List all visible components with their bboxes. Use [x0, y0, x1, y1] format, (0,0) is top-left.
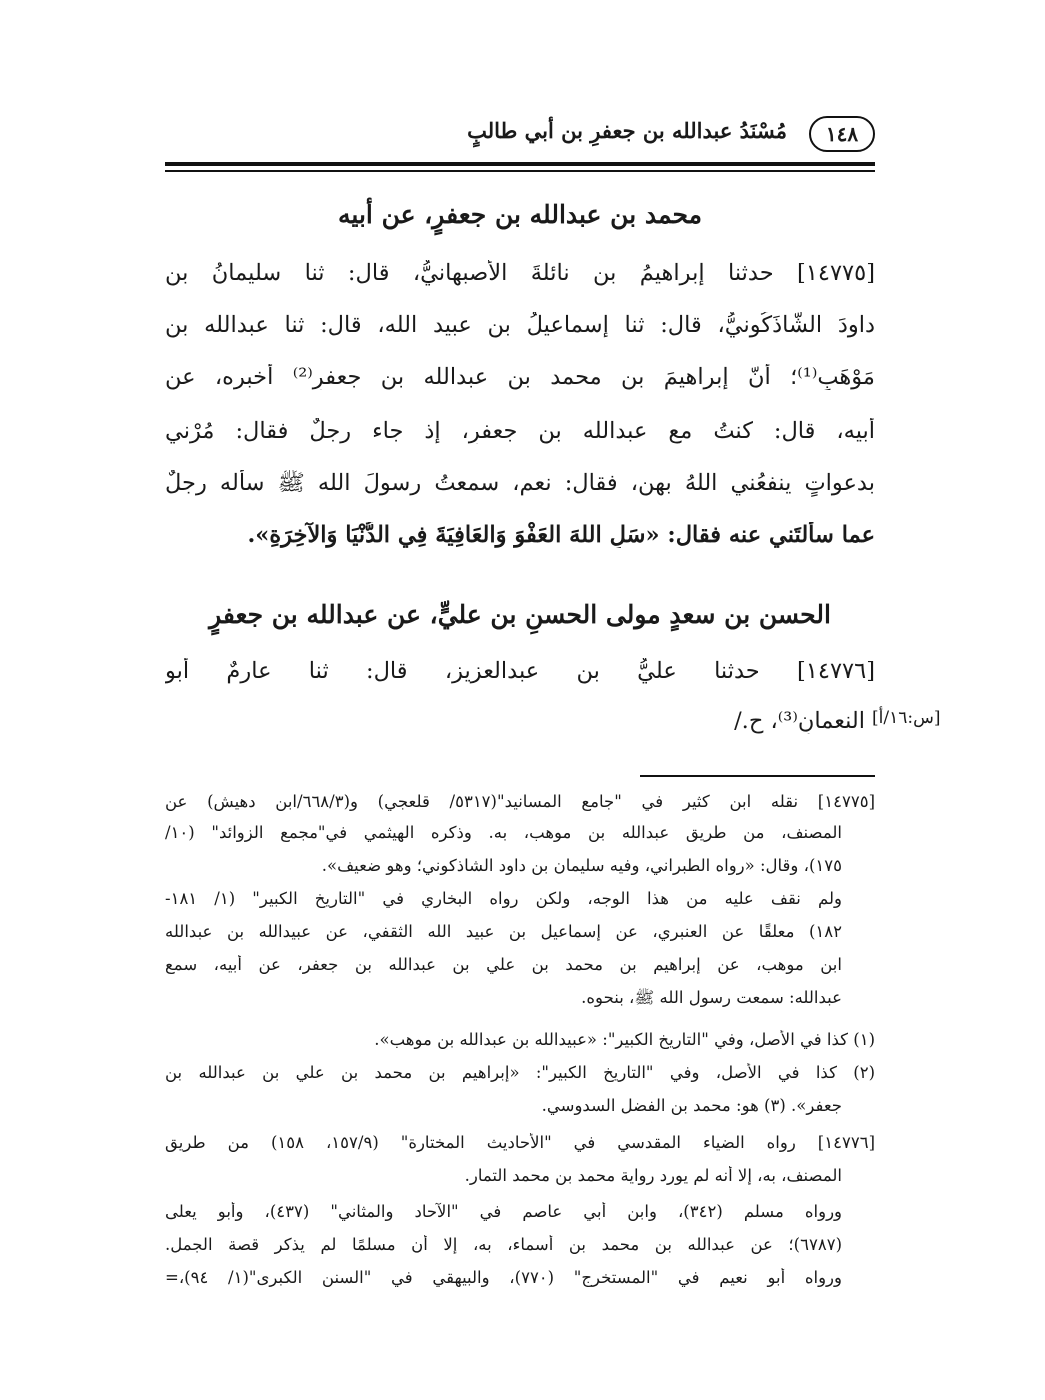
footnote-line: ولم نقف عليه من هذا الوجه، ولكن رواه البخاري في "التاريخ الكبير" (١/ ١٨١- — [165, 889, 842, 908]
footnote-line: (٢) كذا في الأصل، وفي "التاريخ الكبير": «إبراهيم بن محمد بن علي بن عبدالله بن — [165, 1063, 875, 1082]
body-line: مَوْهَبٍ⁽¹⁾؛ أنّ إبراهيمَ بن محمد بن عبدالله بن جعفرٍ⁽²⁾ أخبره، عن — [165, 364, 875, 390]
footnote-line: جعفر». (٣) هو: محمد بن الفضل السدوسي. — [541, 1096, 842, 1115]
section-heading-1: محمد بن عبدالله بن جعفرٍ، عن أبيه — [338, 200, 702, 229]
footnote-line: (٦٧٨٧)؛ عن عبدالله بن محمد بن أسماء، به، إلا أن مسلمًا لم يذكر قصة الجمل. — [165, 1235, 842, 1254]
footnote-line: ١٧٥)، وقال: «رواه الطبراني، وفيه سليمان بن داود الشاذكوني؛ وهو ضعيف». — [321, 856, 842, 875]
footnote-line: ١٨٢) معلقًا عن العنبري، عن إسماعيل بن عبيد الله الثقفي، عن عبيدالله بن عبدالله — [165, 922, 842, 941]
header-rule-thin — [165, 170, 875, 172]
body-line: عما سألتَني عنه فقال: «سَلِ اللهَ العَفْوَ وَالعَافِيَةَ فِي الدُّنْيَا وَالآخِرَةِ». — [247, 522, 875, 548]
section-heading-2: الحسن بن سعدٍ مولى الحسنِ بن عليٍّ، عن عبدالله بن جعفرٍ — [209, 600, 831, 629]
footnote-line: عبدالله: سمعت رسول الله ﷺ، بنحوه. — [581, 988, 842, 1007]
body-line: [١٤٧٧٦] حدثنا عليُّ بن عبدالعزيز، قال: ثنا عارمٌ أبو — [165, 658, 875, 684]
body-line: بدعواتٍ ينفعُني اللهُ بهن، فقال: نعم، سمعتُ رسولَ الله ﷺ سأله رجلٌ — [165, 470, 875, 496]
footnote-separator — [640, 775, 875, 777]
footnote-line: ورواه أبو نعيم في "المستخرج" (٧٧٠)، والبيهقي في "السنن الكبرى"(١/ ٩٤)،= — [165, 1268, 842, 1287]
body-line: داودَ الشّاذَكُونيُّ، قال: ثنا إسماعيلُ بن عبيد الله، قال: ثنا عبدالله بن — [165, 312, 875, 338]
page-number-badge: ١٤٨ — [809, 116, 875, 152]
body-line: [١٤٧٧٥] حدثنا إبراهيمُ بن نائلةَ الأصبهانيُّ، قال: ثنا سليمانُ بن — [165, 260, 875, 286]
footnote-line: (١) كذا في الأصل، وفي "التاريخ الكبير": «عبيدالله بن عبدالله بن موهب». — [374, 1030, 875, 1049]
footnote-line: [١٤٧٧٦] رواه الضياء المقدسي في "الأحاديث المختارة" (١٥٧/٩، ١٥٨) من طريق — [165, 1133, 875, 1152]
body-line: أبيه، قال: كنتُ مع عبدالله بن جعفرٍ، إذ جاء رجلٌ فقال: مُرْني — [165, 418, 875, 444]
footnote-line: ورواه مسلم (٣٤٢)، وابن أبي عاصم في "الآحاد والمثاني" (٤٣٧)، وأبو يعلى — [165, 1202, 842, 1221]
footnote-line: ابن موهب، عن إبراهيم بن محمد بن علي بن عبدالله بن جعفر، عن أبيه، سمع — [165, 955, 842, 974]
header-rule-thick — [165, 162, 875, 166]
body-line: النعمانِ⁽³⁾، ح./ — [734, 708, 865, 734]
page-header — [165, 110, 875, 162]
marginal-manuscript-note: [س:١٦/أ] — [872, 708, 941, 728]
running-title: مُسْنَدُ عبدالله بن جعفرِ بن أبي طالبٍ — [467, 118, 787, 143]
footnote-line: [١٤٧٧٥] نقله ابن كثير في "جامع المسانيد"(٥٣١٧/ قلعجي) و(٦٦٨/٣/ابن دهيش) عن — [165, 792, 875, 811]
footnote-line: المصنف، به، إلا أنه لم يورد رواية محمد بن محمد التمار. — [464, 1166, 842, 1185]
footnote-line: المصنف، من طريق عبدالله بن موهب، به. وذكره الهيثمي في"مجمع الزوائد" (١٠/ — [165, 823, 842, 842]
